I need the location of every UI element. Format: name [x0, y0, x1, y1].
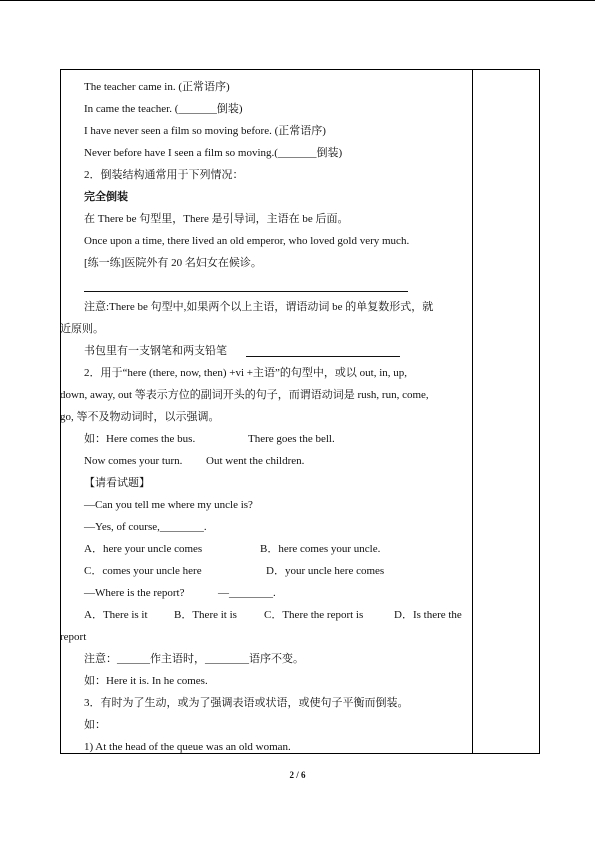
answer-blank — [246, 356, 400, 357]
text-line: The teacher came in. (正常语序) — [84, 81, 230, 93]
example-line: Now comes your turn. — [84, 455, 183, 467]
question-line: —Can you tell me where my uncle is? — [84, 499, 253, 511]
option-a: A．here your uncle comes — [84, 543, 203, 555]
option-b: B．here comes your uncle. — [260, 543, 381, 555]
option-d: D．Is there the — [394, 609, 462, 621]
text-line: Once upon a time, there lived an old emperor, who loved gold very much. — [84, 235, 410, 247]
table-column-divider — [472, 69, 473, 754]
note-line: 注意：______作主语时，________语序不变。 — [84, 653, 304, 665]
page-number: 2 / 6 — [289, 770, 306, 780]
option-c: C．comes your uncle here — [84, 565, 202, 577]
section-heading: 【请看试题】 — [84, 477, 150, 489]
text-line: 2．用于“here (there, now, then) +vi +主语”的句型中，或以 out, in, up, — [84, 367, 407, 379]
exercise-line: 书包里有一支钢笔和两支铅笔 — [84, 345, 227, 357]
text-line: Never before have I seen a film so moving.(_______倒装) — [84, 147, 343, 159]
example-line: 如：Here it is. In he comes. — [84, 675, 208, 687]
text-line: In came the teacher. (_______倒装) — [84, 103, 243, 115]
text-line: go, 等不及物动词时，以示强调。 — [60, 411, 220, 423]
text-line: 3．有时为了生动，或为了强调表语或状语，或使句子平衡而倒装。 — [84, 697, 409, 709]
section-heading: 完全倒装 — [84, 190, 128, 203]
example-line: Out went the children. — [206, 455, 305, 467]
text-line: 2．倒装结构通常用于下列情况： — [84, 169, 244, 181]
option-d: D．your uncle here comes — [266, 565, 385, 577]
text-line: 在 There be 句型里，There 是引导词，主语在 be 后面。 — [84, 213, 349, 225]
option-b: B．There it is — [174, 609, 237, 621]
question-line: —________. — [218, 587, 276, 599]
example-line: There goes the bell. — [248, 433, 335, 445]
option-a: A．There is it — [84, 609, 148, 621]
example-line: 如：Here comes the bus. — [84, 433, 196, 445]
option-c: C．There the report is — [264, 609, 364, 621]
question-line: —Yes, of course,________. — [84, 521, 207, 533]
exercise-line: [练一练]医院外有 20 名妇女在候诊。 — [84, 257, 262, 269]
question-line: —Where is the report? — [84, 587, 185, 599]
answer-blank — [84, 291, 408, 292]
text-line: down, away, out 等表示方位的副词开头的句子，而谓语动词是 rush, run, come, — [60, 389, 429, 401]
text-line: 注意:There be 句型中,如果两个以上主语，谓语动词 be 的单复数形式，就 — [84, 301, 434, 313]
header-rule — [0, 0, 595, 1]
text-line: I have never seen a film so moving before. (正常语序) — [84, 125, 326, 137]
example-line: 1) At the head of the queue was an old woman. — [84, 741, 291, 753]
text-line: 近原则。 — [60, 323, 104, 335]
option-d-continued: report — [60, 631, 87, 643]
text-line: 如： — [84, 719, 106, 731]
